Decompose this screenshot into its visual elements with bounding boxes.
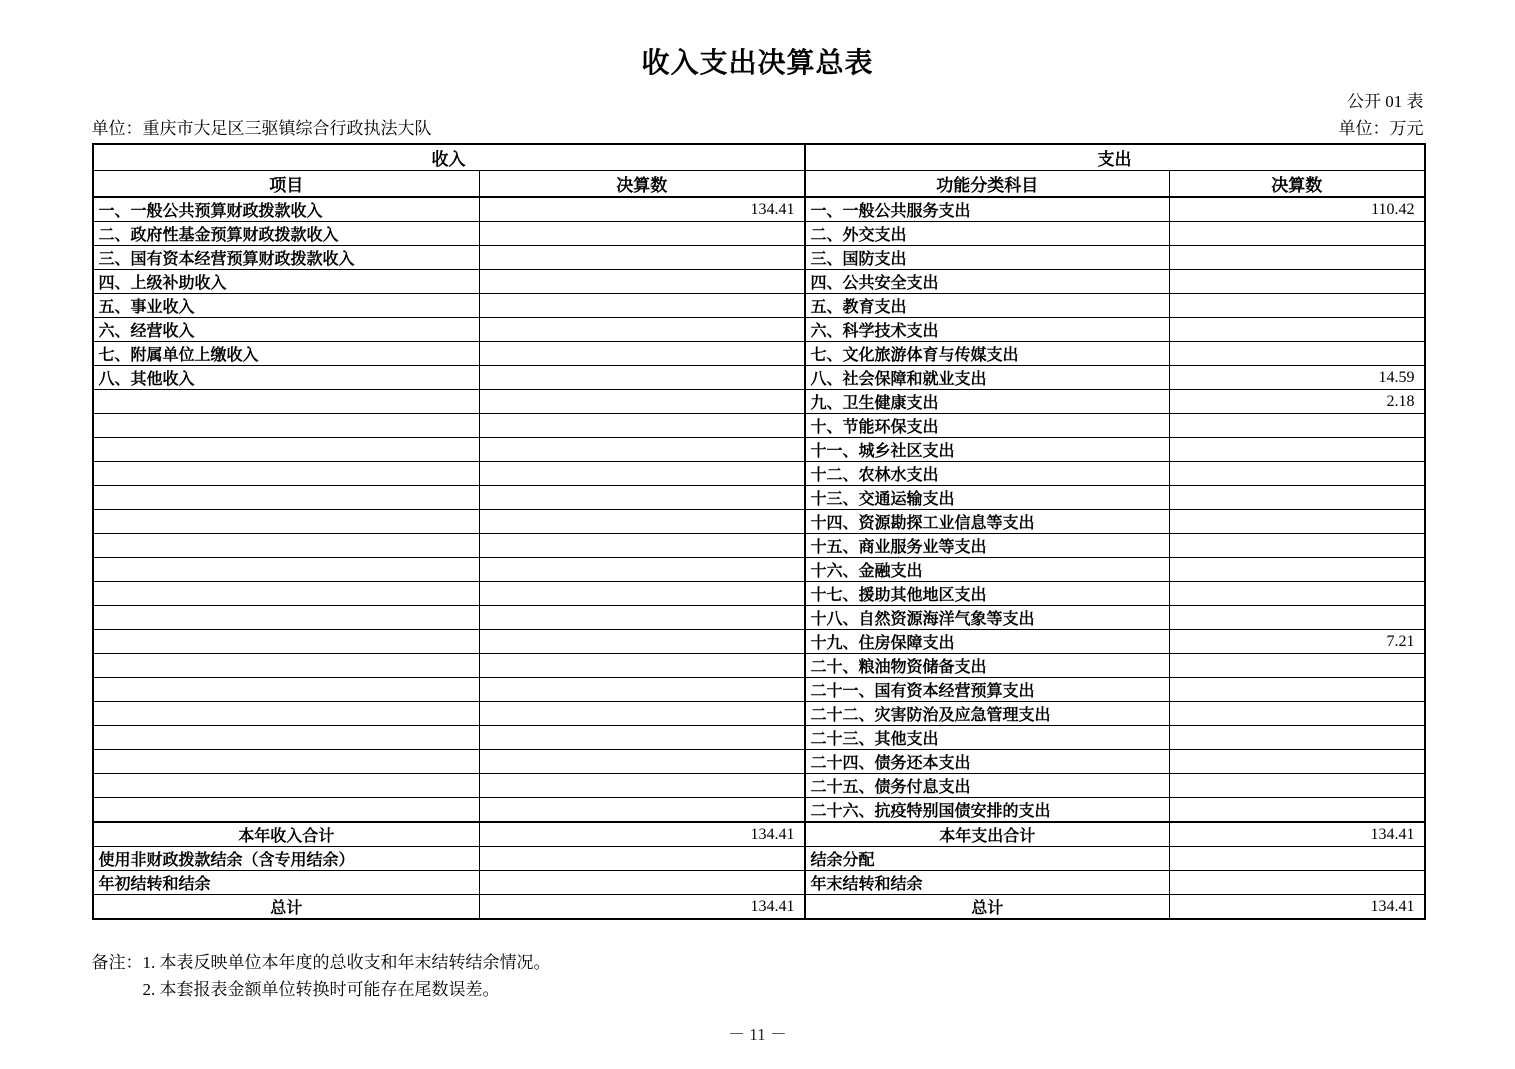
table-row <box>93 390 1425 414</box>
form-code: 公开 01 表 <box>1347 92 1424 111</box>
expense-item-cell: 年末结转和结余 <box>805 871 1170 895</box>
income-item-cell <box>93 534 480 558</box>
table-row <box>93 462 1425 486</box>
table-row <box>93 246 1425 270</box>
income-amount-cell <box>480 750 805 774</box>
table-row <box>93 414 1425 438</box>
expense-item-cell: 十五、商业服务业等支出 <box>805 534 1170 558</box>
income-item-cell: 总计 <box>93 895 480 920</box>
notes-block <box>92 949 1424 1003</box>
expense-amount-cell <box>1170 534 1425 558</box>
income-amount-cell <box>480 558 805 582</box>
expense-item-cell: 十八、自然资源海洋气象等支出 <box>805 606 1170 630</box>
expense-amount-cell <box>1170 270 1425 294</box>
income-item-cell <box>93 798 480 823</box>
income-item-cell: 本年收入合计 <box>93 822 480 847</box>
income-amount-cell <box>480 438 805 462</box>
income-item-cell: 六、经营收入 <box>93 318 480 342</box>
expense-amount-cell <box>1170 750 1425 774</box>
income-item-cell: 七、附属单位上缴收入 <box>93 342 480 366</box>
table-row <box>93 294 1425 318</box>
expense-amount-cell <box>1170 582 1425 606</box>
expense-item-cell: 二十六、抗疫特别国债安排的支出 <box>805 798 1170 823</box>
income-item-cell: 五、事业收入 <box>93 294 480 318</box>
expense-amount-cell <box>1170 486 1425 510</box>
income-amount-cell <box>480 510 805 534</box>
income-amount-cell <box>480 702 805 726</box>
expense-amount-cell <box>1170 678 1425 702</box>
expense-item-cell: 一、一般公共服务支出 <box>805 197 1170 222</box>
income-item-cell <box>93 774 480 798</box>
income-item-header: 项目 <box>93 171 480 198</box>
income-amount-cell <box>480 246 805 270</box>
expense-amount-cell <box>1170 510 1425 534</box>
income-item-cell <box>93 390 480 414</box>
expense-item-cell: 十三、交通运输支出 <box>805 486 1170 510</box>
income-item-cell: 一、一般公共预算财政拨款收入 <box>93 197 480 222</box>
income-amount-cell <box>480 847 805 871</box>
budget-table <box>92 143 1426 920</box>
income-item-cell <box>93 414 480 438</box>
column-header-row <box>93 171 1425 198</box>
income-item-cell <box>93 558 480 582</box>
expense-item-cell: 六、科学技术支出 <box>805 318 1170 342</box>
expense-item-cell: 十四、资源勘探工业信息等支出 <box>805 510 1170 534</box>
income-amount-cell: 134.41 <box>480 895 805 920</box>
expense-amount-cell <box>1170 222 1425 246</box>
table-row <box>93 486 1425 510</box>
expense-item-cell: 七、文化旅游体育与传媒支出 <box>805 342 1170 366</box>
table-row <box>93 438 1425 462</box>
table-row <box>93 558 1425 582</box>
expense-amount-cell <box>1170 318 1425 342</box>
income-item-cell <box>93 726 480 750</box>
income-amount-header: 决算数 <box>480 171 805 198</box>
table-row <box>93 510 1425 534</box>
expense-item-cell: 二十三、其他支出 <box>805 726 1170 750</box>
income-amount-cell <box>480 798 805 823</box>
note-line-2: 2. 本套报表金额单位转换时可能存在尾数误差。 <box>142 980 500 1000</box>
table-row <box>93 366 1425 390</box>
income-amount-cell <box>480 871 805 895</box>
expense-amount-cell <box>1170 438 1425 462</box>
expense-item-cell: 十一、城乡社区支出 <box>805 438 1170 462</box>
document-page <box>92 0 1424 1003</box>
table-row <box>93 197 1425 222</box>
income-item-cell: 三、国有资本经营预算财政拨款收入 <box>93 246 480 270</box>
expense-amount-cell: 110.42 <box>1170 197 1425 222</box>
table-row <box>93 270 1425 294</box>
table-row <box>93 606 1425 630</box>
expense-amount-cell <box>1170 246 1425 270</box>
income-section-header: 收入 <box>93 144 805 171</box>
table-row <box>93 534 1425 558</box>
income-amount-cell <box>480 342 805 366</box>
income-item-cell <box>93 630 480 654</box>
income-item-cell <box>93 486 480 510</box>
income-amount-cell <box>480 654 805 678</box>
table-body <box>93 197 1425 822</box>
income-item-cell <box>93 438 480 462</box>
summary-row-total-income <box>93 822 1425 847</box>
expense-item-cell: 三、国防支出 <box>805 246 1170 270</box>
expense-item-cell: 十、节能环保支出 <box>805 414 1170 438</box>
table-row <box>93 630 1425 654</box>
income-item-cell <box>93 678 480 702</box>
table-row <box>93 342 1425 366</box>
table-row <box>93 222 1425 246</box>
expense-item-cell: 九、卫生健康支出 <box>805 390 1170 414</box>
expense-amount-cell <box>1170 726 1425 750</box>
expense-item-cell: 二十四、债务还本支出 <box>805 750 1170 774</box>
income-item-cell <box>93 606 480 630</box>
income-amount-cell <box>480 678 805 702</box>
table-summary <box>93 822 1425 919</box>
table-row <box>93 318 1425 342</box>
income-item-cell <box>93 510 480 534</box>
expense-item-header: 功能分类科目 <box>805 171 1170 198</box>
expense-item-cell: 本年支出合计 <box>805 822 1170 847</box>
income-amount-cell <box>480 318 805 342</box>
expense-amount-cell: 134.41 <box>1170 822 1425 847</box>
expense-item-cell: 总计 <box>805 895 1170 920</box>
income-item-cell: 使用非财政拨款结余（含专用结余） <box>93 847 480 871</box>
expense-item-cell: 结余分配 <box>805 847 1170 871</box>
table-row <box>93 678 1425 702</box>
expense-item-cell: 二十、粮油物资储备支出 <box>805 654 1170 678</box>
expense-item-cell: 十九、住房保障支出 <box>805 630 1170 654</box>
income-item-cell <box>93 654 480 678</box>
table-row <box>93 582 1425 606</box>
page-number: － 11 － <box>728 1025 787 1044</box>
income-item-cell <box>93 582 480 606</box>
expense-amount-cell: 2.18 <box>1170 390 1425 414</box>
income-amount-cell <box>480 222 805 246</box>
expense-amount-cell <box>1170 847 1425 871</box>
expense-item-cell: 五、教育支出 <box>805 294 1170 318</box>
income-item-cell: 年初结转和结余 <box>93 871 480 895</box>
notes-lines <box>143 949 551 1003</box>
income-item-cell <box>93 750 480 774</box>
expense-amount-cell <box>1170 558 1425 582</box>
expense-item-cell: 二十二、灾害防治及应急管理支出 <box>805 702 1170 726</box>
income-item-cell <box>93 462 480 486</box>
notes-label: 备注： <box>91 953 143 973</box>
note-line-1: 1. 本表反映单位本年度的总收支和年末结转结余情况。 <box>142 953 551 973</box>
section-header-row <box>93 144 1425 171</box>
expense-amount-header: 决算数 <box>1170 171 1425 198</box>
income-amount-cell <box>480 390 805 414</box>
table-row <box>93 774 1425 798</box>
expense-amount-cell <box>1170 294 1425 318</box>
income-amount-cell <box>480 534 805 558</box>
expense-amount-cell: 14.59 <box>1170 366 1425 390</box>
expense-section-header: 支出 <box>805 144 1425 171</box>
income-amount-cell: 134.41 <box>480 197 805 222</box>
expense-amount-cell: 134.41 <box>1170 895 1425 920</box>
income-amount-cell <box>480 294 805 318</box>
expense-item-cell: 四、公共安全支出 <box>805 270 1170 294</box>
expense-item-cell: 十六、金融支出 <box>805 558 1170 582</box>
income-amount-cell <box>480 366 805 390</box>
income-amount-cell <box>480 726 805 750</box>
expense-amount-cell: 7.21 <box>1170 630 1425 654</box>
summary-row-carryover-use <box>93 847 1425 871</box>
expense-amount-cell <box>1170 606 1425 630</box>
income-item-cell: 四、上级补助收入 <box>93 270 480 294</box>
expense-amount-cell <box>1170 342 1425 366</box>
income-item-cell: 二、政府性基金预算财政拨款收入 <box>93 222 480 246</box>
income-amount-cell <box>480 606 805 630</box>
expense-item-cell: 二十五、债务付息支出 <box>805 774 1170 798</box>
expense-item-cell: 十二、农林水支出 <box>805 462 1170 486</box>
table-row <box>93 726 1425 750</box>
expense-item-cell: 二十一、国有资本经营预算支出 <box>805 678 1170 702</box>
unit-currency: 单位：万元 <box>1338 119 1424 138</box>
expense-amount-cell <box>1170 414 1425 438</box>
expense-item-cell: 二、外交支出 <box>805 222 1170 246</box>
table-row <box>93 702 1425 726</box>
table-row <box>93 750 1425 774</box>
income-amount-cell <box>480 486 805 510</box>
table-row <box>93 798 1425 823</box>
summary-row-grand-total <box>93 895 1425 920</box>
summary-row-carryover-begin <box>93 871 1425 895</box>
table-header <box>93 144 1425 197</box>
unit-name: 单位：重庆市大足区三驱镇综合行政执法大队 <box>91 119 432 138</box>
expense-amount-cell <box>1170 798 1425 823</box>
income-item-cell <box>93 702 480 726</box>
income-amount-cell <box>480 582 805 606</box>
income-amount-cell <box>480 270 805 294</box>
income-amount-cell <box>480 774 805 798</box>
expense-item-cell: 十七、援助其他地区支出 <box>805 582 1170 606</box>
income-amount-cell <box>480 462 805 486</box>
income-item-cell: 八、其他收入 <box>93 366 480 390</box>
income-amount-cell <box>480 414 805 438</box>
expense-amount-cell <box>1170 774 1425 798</box>
expense-amount-cell <box>1170 654 1425 678</box>
income-amount-cell: 134.41 <box>480 822 805 847</box>
table-row <box>93 654 1425 678</box>
expense-amount-cell <box>1170 702 1425 726</box>
expense-amount-cell <box>1170 462 1425 486</box>
income-amount-cell <box>480 630 805 654</box>
expense-item-cell: 八、社会保障和就业支出 <box>805 366 1170 390</box>
meta-line <box>92 118 1424 140</box>
expense-amount-cell <box>1170 871 1425 895</box>
page-title: 收入支出决算总表 <box>641 48 874 79</box>
